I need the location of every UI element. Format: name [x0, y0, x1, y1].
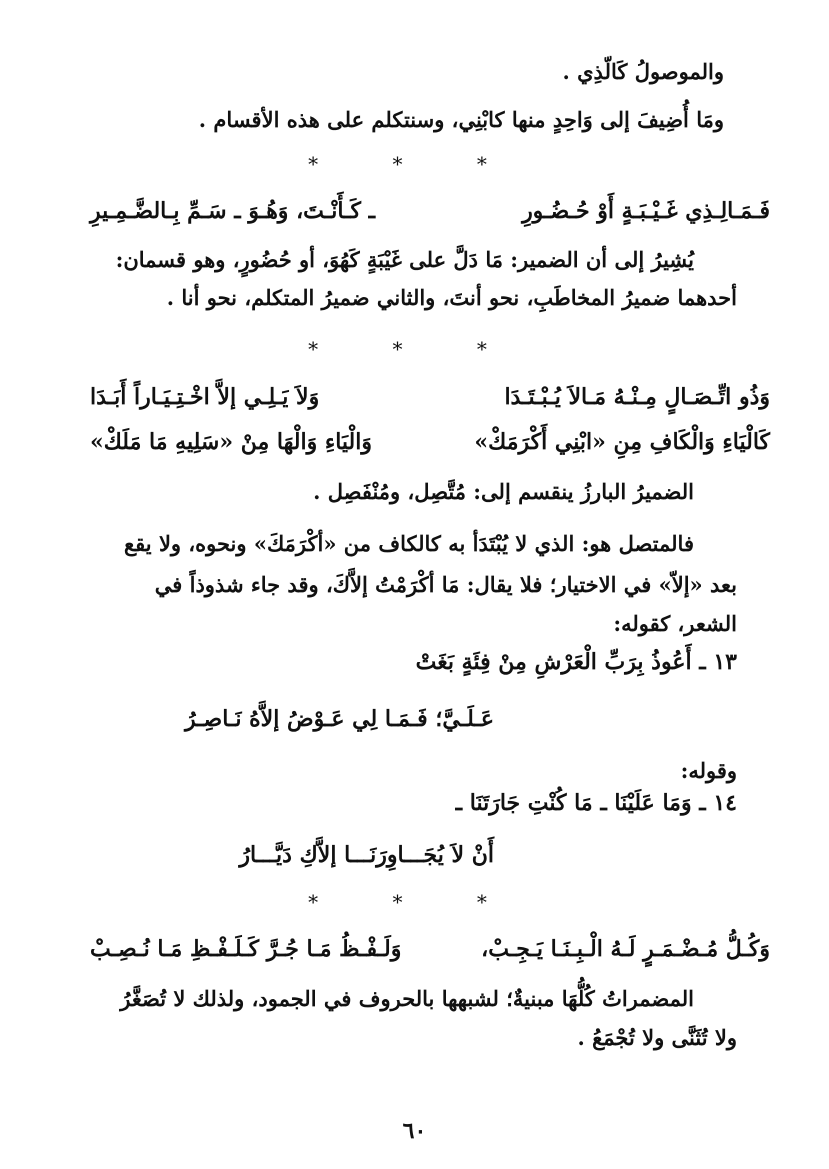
text-line: الضميرُ البارزُ ينقسم إلى: مُتَّصِل، ومُنْفَصِل .: [313, 479, 694, 504]
verse-hemistich-second: ـ كَـأَنْـتَ، وَهُـوَ ـ سَـمِّ بِـالضَّـمِـيرِ: [90, 198, 376, 224]
section-separator: * * *: [308, 890, 521, 914]
verse-hemistich-second: وَالْيَاءِ وَالْهَا مِنْ «سَلِيهِ مَا مَلَكْ»: [90, 429, 372, 455]
text-line: المضمراتُ كُلُّهَا مبنيةٌ؛ لشبهها بالحروف في الجمود، ولذلك لا تُصَغَّرُ: [120, 986, 694, 1011]
text-line: بعد «إلاّ» في الاختيار؛ فلا يقال: مَا أكْرَمْتُ إلاَّكَ، وقد جاء شذوذاً في: [154, 572, 737, 597]
verse-hemistich-first: وَذُو اتِّـصَـالٍ مِـنْـهُ مَـالاَ يُـبْـتَـدَا: [504, 384, 770, 410]
text-line: والموصولُ كَالّذِي .: [562, 59, 724, 84]
text-line: ولا تُثَنَّى ولا تُجْمَعُ .: [577, 1025, 737, 1050]
verse-hemistich-first: وَكُـلُّ مُـضْـمَـرٍ لَـهُ الْـبِـنَـا يَـجِـبْ،: [481, 936, 770, 962]
poem-line: أَنْ لاَ يُجَـــاوِرَنَـــا إلاَّكِ دَيَّـــارُ: [239, 842, 494, 868]
text-line: الشعر، كقوله:: [613, 611, 737, 636]
text-line: وقوله:: [680, 758, 737, 783]
verse-hemistich-second: وَلَـفْـظُ مَـا جُـرَّ كَـلَـفْـظِ مَـا نُـصِـبْ: [90, 936, 402, 962]
verse-hemistich-first: كَالْيَاءِ وَالْكَافِ مِنِ «ابْنِي أَكْرَمَكْ»: [474, 429, 770, 455]
text-line: أحدهما ضميرُ المخاطَبِ، نحو أنتَ، والثاني ضميرُ المتكلم، نحو أنا .: [166, 285, 737, 310]
poem-line: ١٣ ـ أَعُوذُ بِرَبِّ الْعَرْشِ مِنْ فِئَةٍ بَغَتْ: [415, 649, 737, 675]
text-line: يُشِيرُ إلى أن الضمير: مَا دَلَّ على غَيْبَةٍ كَهُوَ، أو حُضُورٍ، وهو قسمان:: [115, 247, 694, 272]
poem-line: ١٤ ـ وَمَا عَلَيْنَا ـ مَا كُنْتِ جَارَتَنَا ـ: [455, 790, 737, 816]
section-separator: * * *: [308, 337, 521, 361]
text-line: ومَا أُضِيفَ إلى وَاحِدٍ منها كابْنِي، وسنتكلم على هذه الأقسام .: [198, 107, 724, 132]
text-line: فالمتصل هو: الذي لا يُبْتَدَأ به كالكاف من «أكْرَمَكَ» ونحوه، ولا يقع: [123, 531, 694, 556]
verse-hemistich-second: وَلاَ يَـلِـي إلاَّ اخْـتِـيَـاراً أَبَـدَا: [90, 384, 320, 410]
section-separator: * * *: [308, 152, 521, 176]
verse-hemistich-first: فَـمَـالِـذِي غَـيْـبَـةٍ أَوْ حُـضُـورِ: [522, 198, 770, 224]
poem-line: عَـلَـيَّ؛ فَـمَـا لِي عَـوْضُ إلاَّهُ نَـاصِـرُ: [184, 706, 494, 732]
page-number: ٦٠: [402, 1118, 427, 1144]
